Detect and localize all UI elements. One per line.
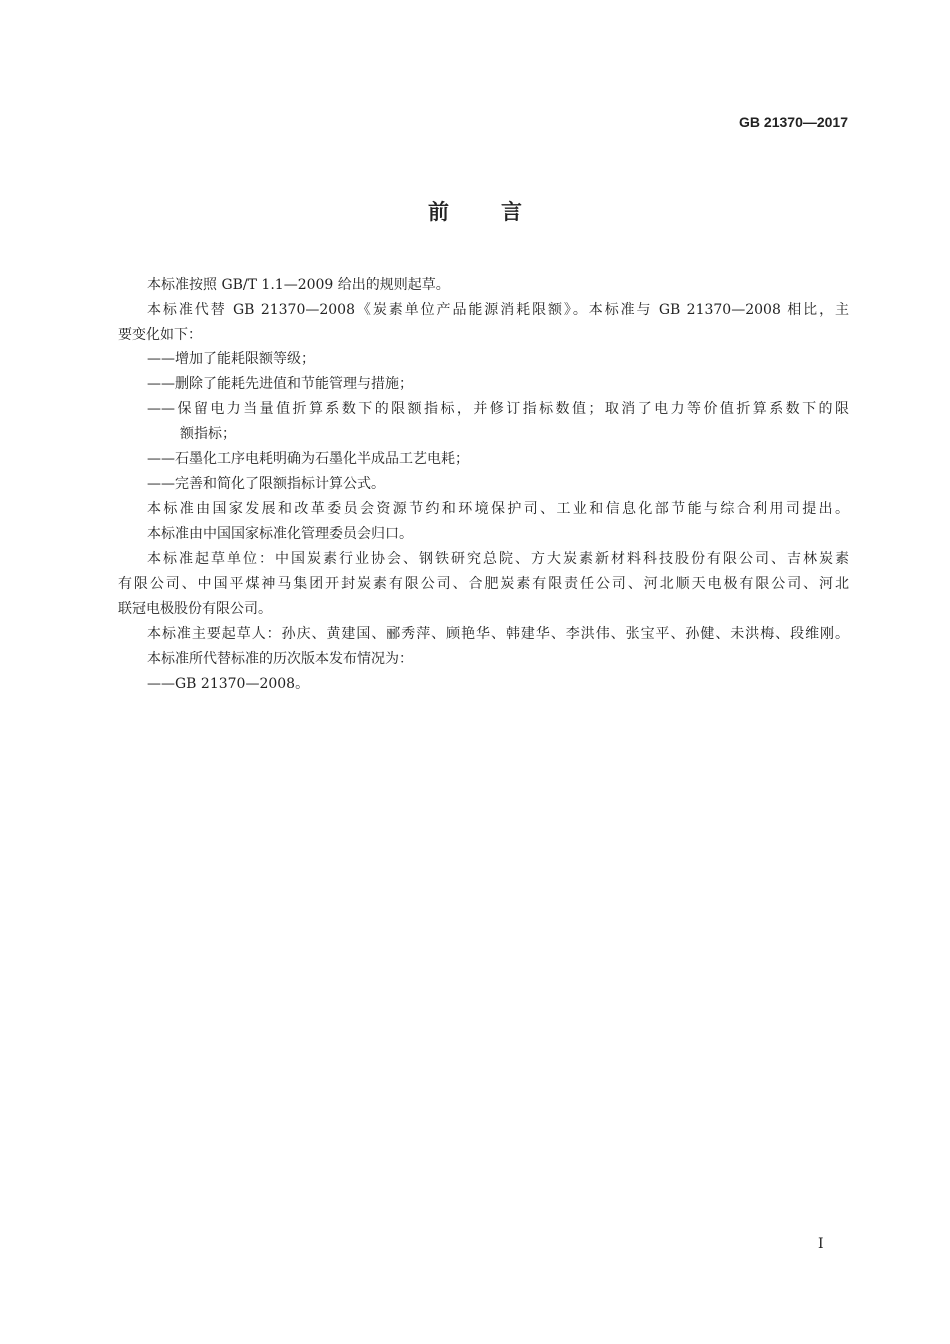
list-item: ——完善和简化了限额指标计算公式。: [147, 476, 385, 492]
list-item: ——GB 21370—2008。: [147, 676, 310, 692]
page-title: 前言: [428, 200, 574, 224]
paragraph-line: 本标准按照 GB/T 1.1—2009 给出的规则起草。: [147, 277, 450, 293]
paragraph-line: 本标准起草单位：中国炭素行业协会、钢铁研究总院、方大炭素新材料科技股份有限公司、吉林炭素: [147, 551, 849, 567]
paragraph-line: 本标准主要起草人：孙庆、黄建国、郦秀萍、顾艳华、韩建华、李洪伟、张宝平、孙健、未洪梅、段维刚。: [147, 626, 849, 642]
page-number: I: [818, 1236, 824, 1252]
paragraph-line: 本标准代替 GB 21370—2008《炭素单位产品能源消耗限额》。本标准与 GB 21370—2008 相比，主: [147, 302, 849, 318]
list-item: ——增加了能耗限额等级；: [147, 351, 315, 367]
list-item: ——删除了能耗先进值和节能管理与措施；: [147, 376, 413, 392]
list-item: ——保留电力当量值折算系数下的限额指标，并修订指标数值；取消了电力等价值折算系数下的限: [147, 401, 849, 417]
list-item: ——石墨化工序电耗明确为石墨化半成品工艺电耗；: [147, 451, 469, 467]
paragraph-line: 本标准所代替标准的历次版本发布情况为：: [147, 651, 413, 667]
paragraph-line: 本标准由中国国家标准化管理委员会归口。: [147, 526, 413, 542]
standard-number-header: GB 21370—2017: [739, 114, 848, 130]
paragraph-line: 本标准由国家发展和改革委员会资源节约和环境保护司、工业和信息化部节能与综合利用司提出。: [147, 501, 849, 517]
paragraph-line: 有限公司、中国平煤神马集团开封炭素有限公司、合肥炭素有限责任公司、河北顺天电极有限公司、河北: [118, 576, 849, 592]
paragraph-line: 联冠电极股份有限公司。: [118, 601, 272, 617]
paragraph-line: 要变化如下：: [118, 327, 202, 343]
list-item-continuation: 额指标；: [180, 426, 236, 442]
